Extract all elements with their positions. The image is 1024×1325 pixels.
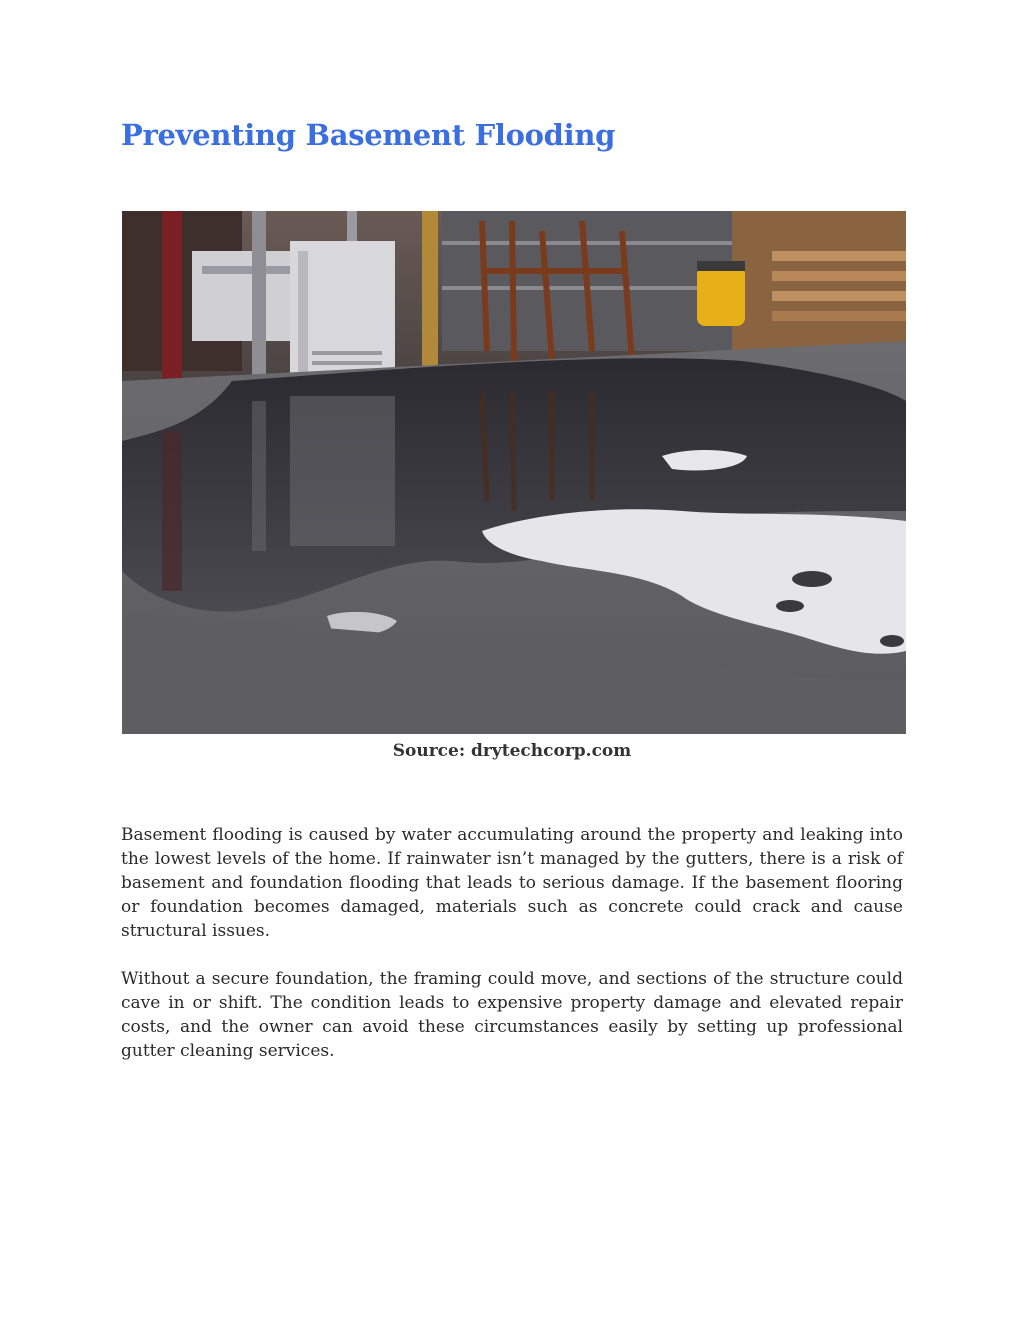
flooded-basement-photo: [122, 211, 906, 734]
page-title: Preventing Basement Flooding: [121, 118, 616, 152]
photo-illustration: [122, 211, 906, 734]
image-caption: Source: drytechcorp.com: [392, 741, 632, 761]
paragraph-2: Without a secure foundation, the framing could move, and sections of the structure could cave in or shift. The condition leads to expensive property damage and elevated repair costs, and the owner can avoid these circumstances easily by setting up professional gutter cleaning services.: [121, 969, 903, 1061]
paragraph-1: Basement flooding is caused by water accumulating around the property and leaking into the lowest levels of the home. If rainwater isn’t managed by the gutters, there is a risk of basement and foundation flooding that leads to serious damage. If the basement flooring or foundation becomes damaged, materials such as concrete could crack and cause structural issues.: [121, 825, 903, 941]
